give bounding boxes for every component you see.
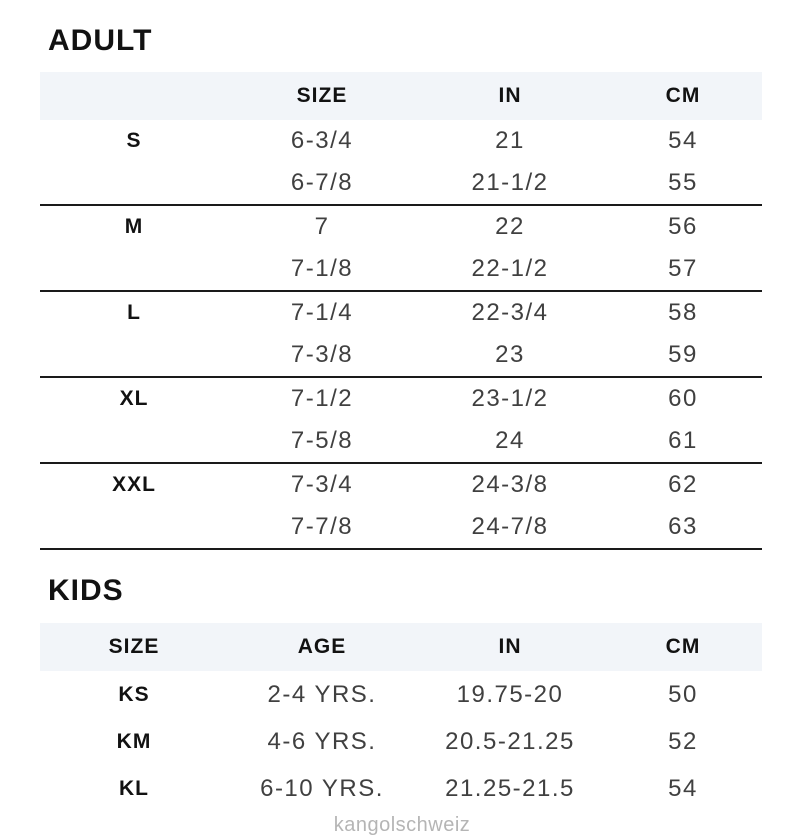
watermark-text: kangolschweiz	[333, 814, 471, 836]
size-group-label: M	[124, 215, 144, 238]
cell-in: 24-7/8	[416, 506, 604, 549]
cell-cm: 50	[668, 680, 698, 708]
cell-in: 22	[495, 213, 525, 240]
cell-cm: 52	[668, 727, 698, 755]
cell-age: 4-6 YRS.	[267, 727, 377, 755]
size-group-label: XXL	[112, 473, 156, 496]
cell-size: 7-7/8	[228, 506, 416, 549]
table-row	[40, 718, 762, 765]
cell-size: 7-3/8	[228, 334, 416, 377]
size-group-label-empty	[40, 420, 228, 463]
cell-cm: 55	[604, 162, 762, 205]
kids-header-cm: CM	[604, 623, 762, 671]
adult-header-cm: CM	[604, 72, 762, 120]
cell-size: 7-1/8	[228, 248, 416, 291]
cell-size: 6-7/8	[228, 162, 416, 205]
size-group-label: XL	[119, 387, 149, 410]
cell-cm: 54	[668, 127, 698, 154]
kids-header-in: IN	[416, 623, 604, 671]
kids-header-row	[40, 623, 762, 671]
cell-cm: 63	[604, 506, 762, 549]
cell-cm: 56	[668, 213, 698, 240]
cell-in: 21.25-21.5	[445, 774, 575, 802]
kids-header-age: AGE	[228, 623, 416, 671]
cell-cm: 60	[668, 385, 698, 412]
cell-size: 7-5/8	[228, 420, 416, 463]
table-row	[40, 120, 762, 162]
table-row	[40, 205, 762, 248]
table-row	[40, 377, 762, 420]
size-group-label: L	[127, 301, 141, 324]
cell-cm: 54	[668, 774, 698, 802]
cell-in: 20.5-21.25	[445, 727, 575, 755]
cell-size: 6-3/4	[290, 127, 354, 154]
table-row	[40, 506, 762, 549]
table-row	[40, 248, 762, 291]
table-row	[40, 334, 762, 377]
cell-in: 22-3/4	[471, 299, 549, 326]
cell-cm: 62	[668, 471, 698, 498]
cell-in: 19.75-20	[456, 680, 564, 708]
size-group-label: S	[126, 129, 142, 152]
table-row	[40, 420, 762, 463]
adult-section-title: ADULT	[48, 24, 153, 57]
size-group-label-empty	[40, 162, 228, 205]
kids-section-title: KIDS	[48, 574, 124, 607]
size-group-label-empty	[40, 248, 228, 291]
cell-in: 22-1/2	[416, 248, 604, 291]
adult-header-in: IN	[416, 72, 604, 120]
cell-size: 7-1/2	[290, 385, 354, 412]
cell-size: 7	[314, 213, 330, 240]
kids-size-label: KS	[118, 682, 150, 706]
kids-size-label: KL	[119, 776, 149, 800]
kids-header-size: SIZE	[40, 623, 228, 671]
cell-in: 21-1/2	[416, 162, 604, 205]
cell-in: 24-3/8	[471, 471, 549, 498]
cell-size: 7-3/4	[290, 471, 354, 498]
adult-header-row	[40, 72, 762, 120]
cell-in: 24	[416, 420, 604, 463]
table-row	[40, 162, 762, 205]
cell-in: 23	[416, 334, 604, 377]
cell-size: 7-1/4	[290, 299, 354, 326]
table-row	[40, 765, 762, 812]
cell-age: 2-4 YRS.	[267, 680, 377, 708]
size-group-label-empty	[40, 506, 228, 549]
kids-size-label: KM	[116, 729, 152, 753]
table-row	[40, 291, 762, 334]
size-group-label-empty	[40, 334, 228, 377]
cell-in: 21	[495, 127, 525, 154]
cell-cm: 61	[604, 420, 762, 463]
cell-age: 6-10 YRS.	[260, 774, 384, 802]
table-row	[40, 463, 762, 506]
table-row	[40, 671, 762, 718]
adult-header-size: SIZE	[228, 72, 416, 120]
cell-in: 23-1/2	[471, 385, 549, 412]
cell-cm: 58	[668, 299, 698, 326]
adult-size-table	[40, 72, 762, 550]
adult-header-blank	[40, 72, 228, 120]
cell-cm: 59	[604, 334, 762, 377]
cell-cm: 57	[604, 248, 762, 291]
kids-size-table	[40, 623, 762, 812]
